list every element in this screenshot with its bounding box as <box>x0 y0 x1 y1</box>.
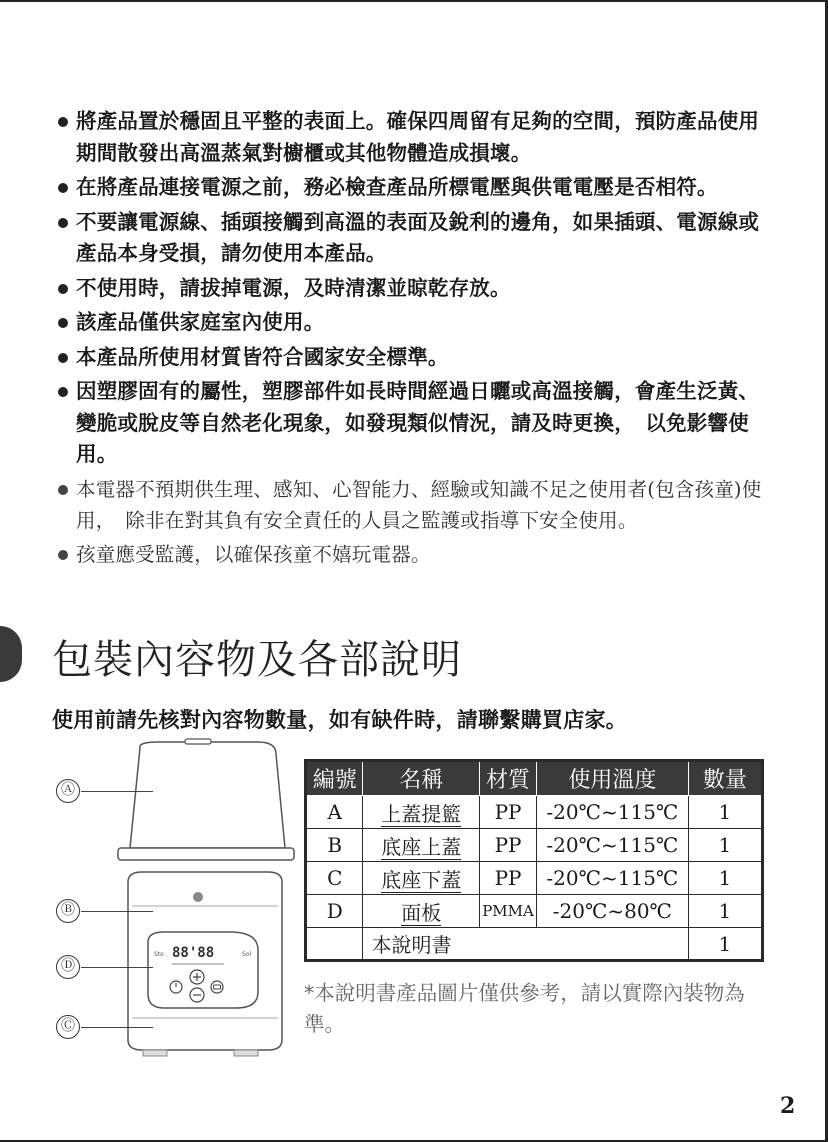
row-temperature: -20℃~115℃ <box>537 796 689 829</box>
callout-line-c <box>81 1027 153 1028</box>
product-illustration <box>48 736 298 1066</box>
callout-b: Ⓑ <box>56 899 80 923</box>
row-id: D <box>306 895 363 928</box>
bullet-item: 在將產品連接電源之前，務必檢查產品所標電壓與供電電壓是否相符。 <box>56 172 778 204</box>
bullet-item: 本產品所使用材質皆符合國家安全標準。 <box>56 342 778 374</box>
header-quantity: 數量 <box>688 761 762 796</box>
row-material: PP <box>480 829 537 862</box>
logo-mark <box>193 892 203 902</box>
header-temperature: 使用溫度 <box>537 761 689 796</box>
bullet-item: 不要讓電源線、插頭接觸到高溫的表面及銳利的邊角，如果插頭、電源線或產品本身受損，請勿使用本產品。 <box>56 207 778 270</box>
table-header-row <box>306 761 763 796</box>
row-name: 本說明書 <box>363 928 688 961</box>
callout-a: Ⓐ <box>56 779 80 803</box>
row-name: 底座下蓋 <box>381 867 462 892</box>
bullet-item: 將產品置於穩固且平整的表面上。確保四周留有足夠的空間，預防產品使用期間散發出高溫蒸氣對櫥櫃或其他物體造成損壞。 <box>56 106 778 169</box>
callout-line-d <box>81 967 153 968</box>
header-name: 名稱 <box>363 761 480 796</box>
display-label-left: Sto <box>154 951 164 958</box>
row-id: B <box>306 829 363 862</box>
table-row <box>306 796 763 829</box>
image-disclaimer-note: *本說明書產品圖片僅供參考，請以實際內裝物為準。 <box>304 981 745 1036</box>
page-number: 2 <box>780 1093 796 1119</box>
row-quantity: 1 <box>688 862 762 895</box>
row-name: 底座上蓋 <box>381 834 462 859</box>
row-quantity: 1 <box>688 895 762 928</box>
bullet-item: 不使用時，請拔掉電源，及時清潔並晾乾存放。 <box>56 273 778 305</box>
row-material: PP <box>480 796 537 829</box>
table-row <box>306 829 763 862</box>
row-quantity: 1 <box>688 796 762 829</box>
row-material: PP <box>480 862 537 895</box>
bullet-item: 因塑膠固有的屬性，塑膠部件如長時間經過日曬或高溫接觸，會產生泛黃、變脆或脫皮等自然老化現象，如發現類似情況，請及時更換， 以免影響使用。 <box>56 376 778 471</box>
section-title: 包裝內容物及各部說明 <box>52 637 462 683</box>
bullet-item: 該產品僅供家庭室內使用。 <box>56 307 778 339</box>
callout-d: Ⓓ <box>56 955 80 979</box>
row-temperature: -20℃~115℃ <box>537 862 689 895</box>
bullet-item: 本電器不預期供生理、感知、心智能力、經驗或知識不足之使用者(包含孩童)使用， 除非在對其負有安全責任的人員之監護或指導下安全使用。 <box>56 474 778 536</box>
callout-line-b <box>81 911 153 912</box>
display-readout: 88'88 <box>172 945 215 961</box>
table-row <box>306 928 763 961</box>
bottle-warmer-drawing <box>48 736 298 1066</box>
parts-table <box>304 759 764 962</box>
section-intro: 使用前請先核對內容物數量，如有缺件時，請聯繫購買店家。 <box>52 708 628 732</box>
header-id: 編號 <box>306 761 363 796</box>
row-id: C <box>306 862 363 895</box>
row-id: A <box>306 796 363 829</box>
bullet-item: 孩童應受監護，以確保孩童不嬉玩電器。 <box>56 539 778 570</box>
callout-line-a <box>81 791 153 792</box>
table-row <box>306 862 763 895</box>
row-quantity: 1 <box>688 829 762 862</box>
safety-bullet-list <box>56 106 778 570</box>
row-quantity: 1 <box>688 928 762 961</box>
row-temperature: -20℃~115℃ <box>537 829 689 862</box>
row-id <box>306 928 363 961</box>
callout-c: Ⓒ <box>56 1015 80 1039</box>
table-row <box>306 895 763 928</box>
row-temperature: -20℃~80℃ <box>537 895 689 928</box>
row-material: PMMA <box>480 895 537 928</box>
row-name: 面板 <box>401 900 442 925</box>
mode-button-icon <box>211 981 223 993</box>
header-material: 材質 <box>480 761 537 796</box>
display-label-right: Sol <box>242 951 252 958</box>
row-name: 上蓋提籃 <box>381 801 462 826</box>
